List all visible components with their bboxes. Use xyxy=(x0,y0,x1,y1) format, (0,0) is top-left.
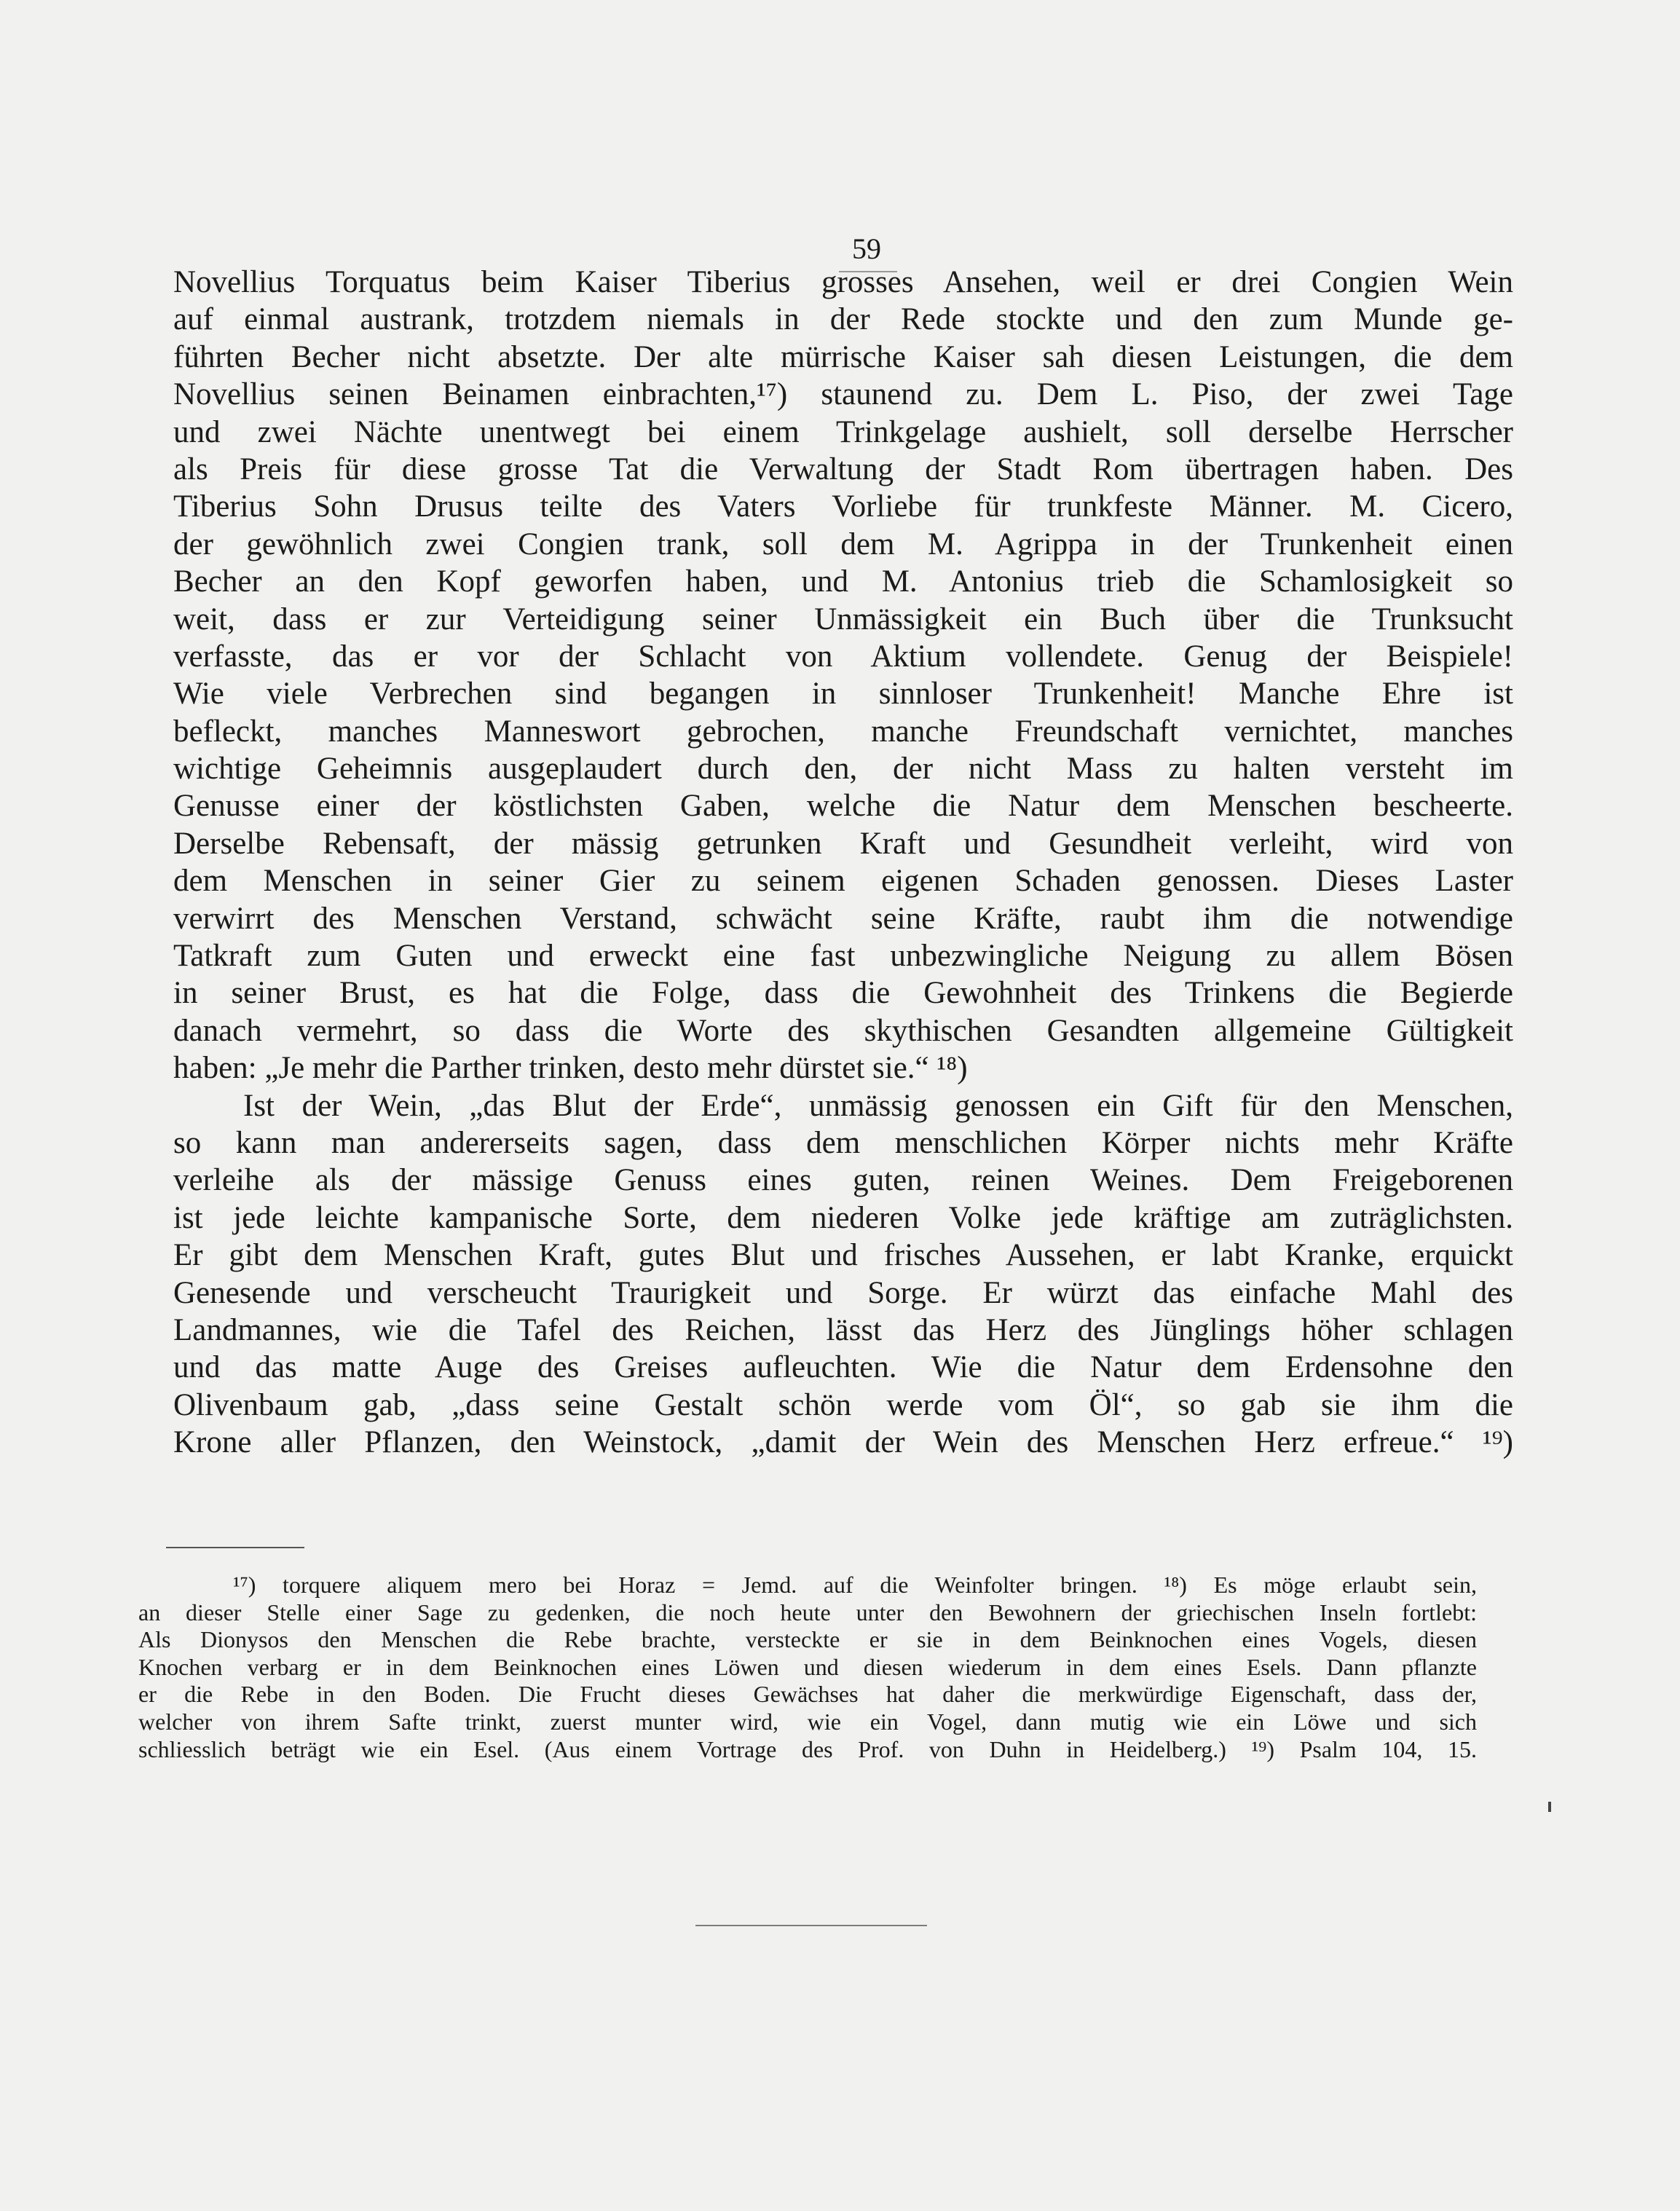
footnote-line: an dieser Stelle einer Sage zu gedenken, die noch heute unter den Bewohnern der griechischen Inseln fortlebt: xyxy=(138,1599,1477,1625)
footnote-line: schliesslich beträgt wie ein Esel. (Aus einem Vortrage des Prof. von Duhn in Heidelberg.) ¹⁹) Psalm 104, 15. xyxy=(138,1735,1477,1762)
body-line: Novellius seinen Beinamen einbrachten,¹⁷) staunend zu. Dem L. Piso, der zwei Tage xyxy=(173,377,1513,412)
body-line: Krone aller Pflanzen, den Weinstock, „damit der Wein des Menschen Herz erfreue.“ ¹⁹) xyxy=(173,1425,1513,1460)
body-line: Ist der Wein, „das Blut der Erde“, unmässig genossen ein Gift für den Menschen, xyxy=(243,1088,1513,1123)
body-line: Er gibt dem Menschen Kraft, gutes Blut und frisches Aussehen, er labt Kranke, erquickt xyxy=(173,1238,1513,1273)
body-line: in seiner Brust, es hat die Folge, dass die Gewohnheit des Trinkens die Begierde xyxy=(173,976,1513,1011)
body-line: Derselbe Rebensaft, der mässig getrunken Kraft und Gesundheit verleiht, wird von xyxy=(173,826,1513,861)
body-line: Genesende und verscheucht Traurigkeit und Sorge. Er würzt das einfache Mahl des xyxy=(173,1275,1513,1310)
body-line: verleihe als der mässige Genuss eines guten, reinen Weines. Dem Freigeborenen xyxy=(173,1163,1513,1198)
body-line: weit, dass er zur Verteidigung seiner Unmässigkeit ein Buch über die Trunksucht xyxy=(173,602,1513,636)
body-line: danach vermehrt, so dass die Worte des skythischen Gesandten allgemeine Gültigkeit xyxy=(173,1013,1513,1048)
footnote-line: er die Rebe in den Boden. Die Frucht dieses Gewächses hat daher die merkwürdige Eigenschaft, dass der, xyxy=(138,1681,1477,1708)
body-line: so kann man andererseits sagen, dass dem menschlichen Körper nichts mehr Kräfte xyxy=(173,1125,1513,1160)
footnotes-block xyxy=(138,1572,1477,1763)
footnote-line: welcher von ihrem Safte trinkt, zuerst munter wird, wie ein Vogel, dann mutig wie ein Löwe und sich xyxy=(138,1708,1477,1735)
body-line: haben: „Je mehr die Parther trinken, desto mehr dürstet sie.“ ¹⁸) xyxy=(173,1051,968,1086)
footnote-line: Als Dionysos den Menschen die Rebe brachte, versteckte er sie in dem Beinknochen eines Vogels, diesen xyxy=(138,1626,1477,1653)
footnote-line: Knochen verbarg er in dem Beinknochen eines Löwen und diesen wiederum in dem eines Esels. Dann pflanzte xyxy=(138,1653,1477,1680)
body-line: verfasste, das er vor der Schlacht von Aktium vollendete. Genug der Beispiele! xyxy=(173,639,1513,674)
body-line: und das matte Auge des Greises aufleuchten. Wie die Natur dem Erdensohne den xyxy=(173,1350,1513,1385)
body-line: Wie viele Verbrechen sind begangen in sinnloser Trunkenheit! Manche Ehre ist xyxy=(173,677,1513,712)
body-line: verwirrt des Menschen Verstand, schwächt seine Kräfte, raubt ihm die notwendige xyxy=(173,901,1513,936)
body-line: ist jede leichte kampanische Sorte, dem niederen Volke jede kräftige am zuträglichsten. xyxy=(173,1200,1513,1235)
body-line: wichtige Geheimnis ausgeplaudert durch den, der nicht Mass zu halten versteht im xyxy=(173,752,1513,787)
body-line: Genusse einer der köstlichsten Gaben, welche die Natur dem Menschen bescheerte. xyxy=(173,789,1513,824)
body-line: Tiberius Sohn Drusus teilte des Vaters Vorliebe für trunkfeste Männer. M. Cicero, xyxy=(173,489,1513,524)
page-number: 59 xyxy=(852,232,881,265)
footnote-line: ¹⁷) torquere aliquem mero bei Horaz = Jemd. auf die Weinfolter bringen. ¹⁸) Es möge erlaubt sein, xyxy=(233,1572,1477,1598)
body-line: auf einmal austrank, trotzdem niemals in der Rede stockte und den zum Munde ge- xyxy=(173,302,1513,337)
bottom-rule xyxy=(695,1925,927,1926)
body-line: befleckt, manches Manneswort gebrochen, manche Freundschaft vernichtet, manches xyxy=(173,714,1513,749)
body-line: Landmannes, wie die Tafel des Reichen, lässt das Herz des Jünglings höher schlagen xyxy=(173,1312,1513,1347)
body-line: Novellius Torquatus beim Kaiser Tiberius grosses Ansehen, weil er drei Congien Wein xyxy=(173,265,1513,299)
footnote-separator xyxy=(166,1547,304,1548)
body-line: als Preis für diese grosse Tat die Verwaltung der Stadt Rom übertragen haben. Des xyxy=(173,452,1513,486)
margin-mark xyxy=(1548,1802,1551,1812)
body-line: und zwei Nächte unentwegt bei einem Trinkgelage aushielt, soll derselbe Herrscher xyxy=(173,414,1513,449)
main-text-block xyxy=(173,264,1513,1462)
body-line: Becher an den Kopf geworfen haben, und M. Antonius trieb die Schamlosigkeit so xyxy=(173,564,1513,599)
body-line: Olivenbaum gab, „dass seine Gestalt schön werde vom Öl“, so gab sie ihm die xyxy=(173,1387,1513,1422)
body-line: Tatkraft zum Guten und erweckt eine fast unbezwingliche Neigung zu allem Bösen xyxy=(173,939,1513,974)
body-line: der gewöhnlich zwei Congien trank, soll dem M. Agrippa in der Trunkenheit einen xyxy=(173,527,1513,561)
body-line: dem Menschen in seiner Gier zu seinem eigenen Schaden genossen. Dieses Laster xyxy=(173,864,1513,899)
body-line: führten Becher nicht absetzte. Der alte mürrische Kaiser sah diesen Leistungen, die dem xyxy=(173,339,1513,374)
